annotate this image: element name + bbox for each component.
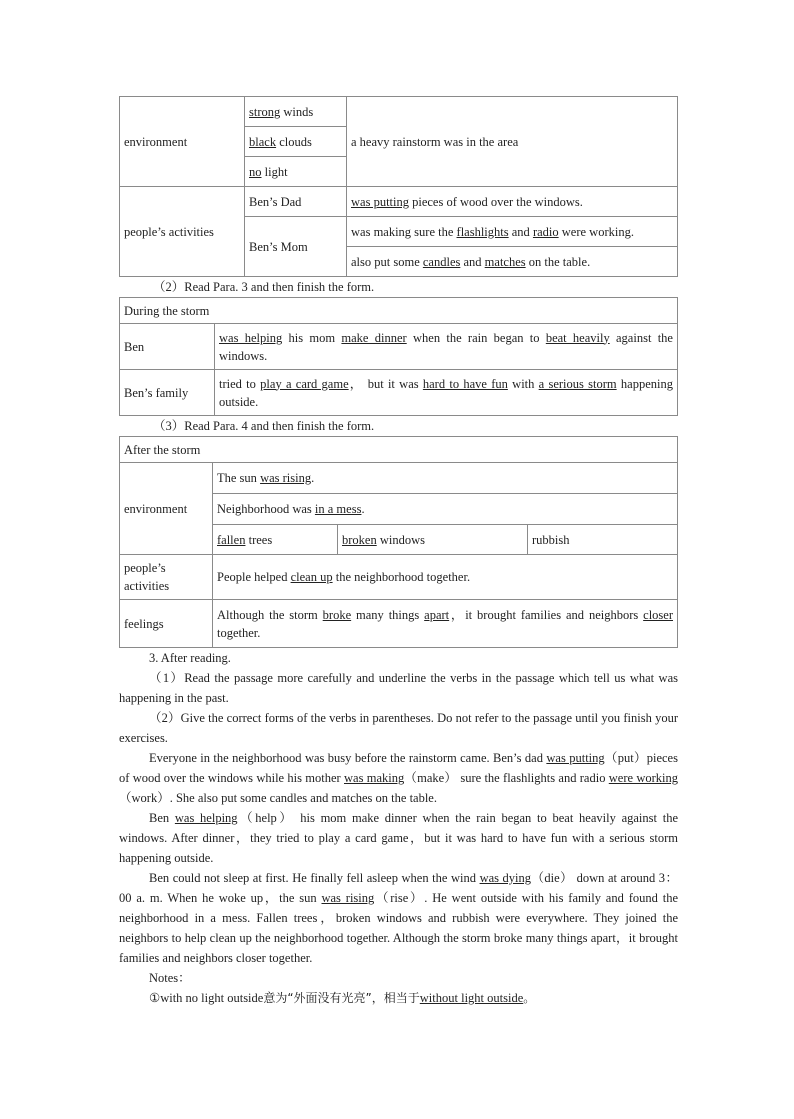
worksheet-page: [119, 96, 678, 1008]
during-storm-table: [119, 297, 678, 416]
ben-activity: was helping his mom make dinner when the rain began to beat heavily against the windows.: [215, 324, 678, 370]
env-cell-light: no light: [245, 157, 347, 187]
fallen-trees-cell: fallen trees: [213, 525, 338, 555]
question-1: （1）Read the passage more carefully and underline the verbs in the passage which tell us what was happening in the past.: [119, 671, 678, 705]
feelings-cell: Although the storm broke many things apart，it brought families and neighbors closer together.: [213, 600, 678, 648]
broken-windows-cell: broken windows: [338, 525, 528, 555]
env-cell-winds: strong winds: [245, 97, 347, 127]
neighborhood-cell: Neighborhood was in a mess.: [213, 494, 678, 525]
question-2: （2）Give the correct forms of the verbs in parentheses. Do not refer to the passage until you finish your exercises.: [119, 711, 678, 745]
before-storm-table: [119, 96, 678, 277]
environment-label: environment: [120, 97, 245, 187]
mom-label: Ben’s Mom: [245, 217, 347, 277]
passage-paragraph-1: Everyone in the neighborhood was busy before the rainstorm came. Ben’s dad was putting（put）pieces of wood over the windows while his mother was making（make） sure the flashlights and radio were working（work）. She also put some candles and matches on the table.: [119, 751, 679, 805]
feelings-label: feelings: [120, 600, 213, 648]
family-activity: tried to play a card game， but it was hard to have fun with a serious storm happening outside.: [215, 370, 678, 416]
env-cell-clouds: black clouds: [245, 127, 347, 157]
note-1: ①with no light outside意为“外面没有光亮”，相当于without light outside。: [149, 991, 536, 1005]
sun-cell: The sun was rising.: [213, 463, 678, 494]
after-header: After the storm: [120, 437, 678, 463]
caption-para3: （2）Read Para. 3 and then finish the form.: [153, 280, 375, 294]
family-label: Ben’s family: [120, 370, 215, 416]
mom-activity-1: was making sure the flashlights and radio were working.: [347, 217, 678, 247]
after-reading-title: 3. After reading.: [149, 651, 231, 665]
notes-heading: Notes：: [149, 971, 191, 985]
after-storm-table: [119, 436, 678, 648]
during-header: During the storm: [120, 298, 678, 324]
activities-label: people’s activities: [120, 187, 245, 277]
passage-paragraph-3: Ben could not sleep at first. He finally fell asleep when the wind was dying（die） down at around 3：00 a. m. When he woke up，the sun was rising（rise）. He went outside with his family and found the neighborhood in a mess. Fallen trees，broken windows and rubbish were everywhere. They joined the neighbors to help clean up the neighborhood together. Although the storm broke many things apart，it brought families and neighbors closer together.: [119, 871, 678, 965]
ben-label: Ben: [120, 324, 215, 370]
env-description: a heavy rainstorm was in the area: [347, 97, 678, 187]
dad-label: Ben’s Dad: [245, 187, 347, 217]
after-activities-cell: People helped clean up the neighborhood together.: [213, 555, 678, 600]
caption-para4: （3）Read Para. 4 and then finish the form.: [153, 419, 375, 433]
after-activities-label: people’s activities: [120, 555, 213, 600]
passage-paragraph-2: Ben was helping（help） his mom make dinner when the rain began to beat heavily against the windows. After dinner，they tried to play a card game，but it was hard to have fun with a serious storm happening outside.: [119, 811, 678, 865]
rubbish-cell: rubbish: [528, 525, 678, 555]
after-environment-label: environment: [120, 463, 213, 555]
mom-activity-2: also put some candles and matches on the table.: [347, 247, 678, 277]
dad-activity: was putting pieces of wood over the windows.: [347, 187, 678, 217]
